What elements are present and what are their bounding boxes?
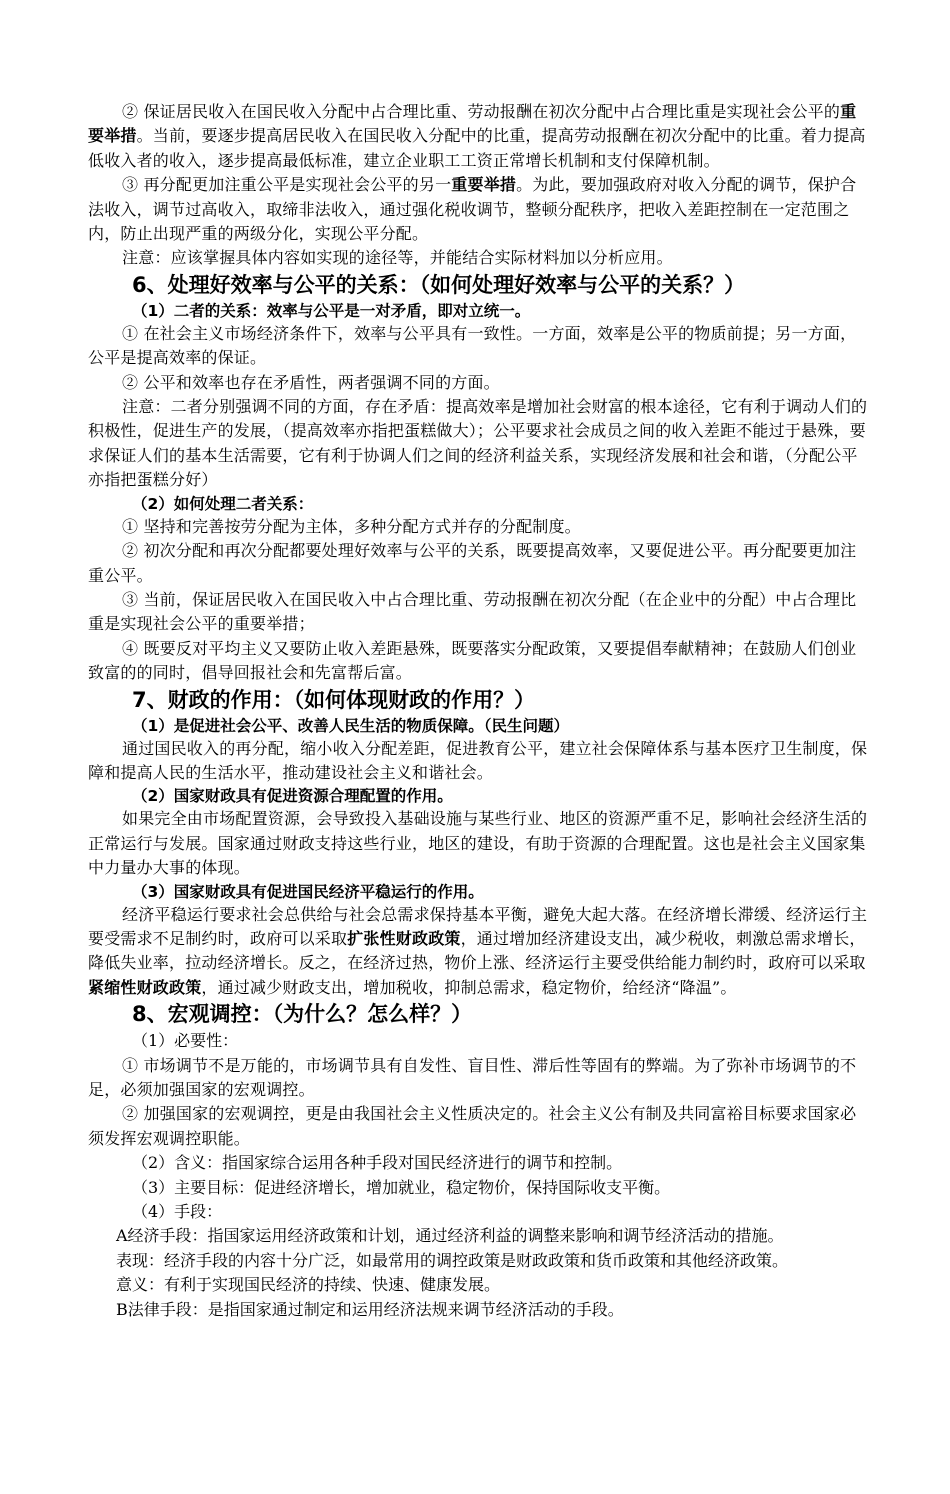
paragraph: ② 公平和效率也存在矛盾性，两者强调不同的方面。 bbox=[122, 372, 500, 392]
subheading: （4）手段： bbox=[132, 1202, 223, 1222]
subheading: （1）二者的关系：效率与公平是一对矛盾，即对立统一。 bbox=[132, 301, 531, 320]
paragraph: ② 初次分配和再次分配都要处理好效率与公平的关系，既要提高效率，又要促进公平。再分配要更加注重公平。 bbox=[88, 541, 857, 585]
document-page bbox=[88, 100, 868, 1322]
note: 注意：应该掌握具体内容如实现的途径等，并能结合实际材料加以分析应用。 bbox=[122, 248, 673, 268]
paragraph: A经济手段：指国家运用经济政策和计划，通过经济利益的调整来影响和调节经济活动的措施。 bbox=[116, 1226, 784, 1246]
subheading: （3）主要目标：促进经济增长，增加就业，稳定物价，保持国际收支平衡。 bbox=[132, 1177, 671, 1197]
subheading: （2）含义：指国家综合运用各种手段对国民经济进行的调节和控制。 bbox=[132, 1153, 623, 1173]
subheading: （1）是促进社会公平、改善人民生活的物质保障。（民生问题） bbox=[132, 716, 570, 735]
text: 。为此，要加强政府对收入分配的调节，保护合法收入，调节过高收入，取缔非法收入，通过强化税收调节，整顿分配秩序，把收入差距控制在一定范围之内，防止出现严重的两级分化，实现公平分配。 bbox=[88, 175, 857, 244]
paragraph: B法律手段：是指国家通过制定和运用经济法规来调节经济活动的手段。 bbox=[116, 1299, 624, 1319]
subheading: （1）必要性： bbox=[132, 1031, 239, 1051]
paragraph: ④ 既要反对平均主义又要防止收入差距悬殊，既要落实分配政策，又要提倡奉献精神；在鼓励人们创业致富的的同时，倡导回报社会和先富帮后富。 bbox=[88, 638, 857, 683]
bold-text: 重要举措 bbox=[88, 102, 857, 146]
paragraph: 表现：经济手段的内容十分广泛，如最常用的调控政策是财政政策和货币政策和其他经济政策。 bbox=[116, 1250, 789, 1270]
text: 经济平稳运行要求社会总供给与社会总需求保持基本平衡，避免大起大落。在经济增长滞缓、经济运行主要受需求不足制约时，政府可以采取 bbox=[88, 904, 868, 948]
bold-text: 扩张性财政政策 bbox=[347, 928, 461, 948]
note: 注意：二者分别强调不同的方面，存在矛盾：提高效率是增加社会财富的根本途径，它有利于调动人们的积极性，促进生产的发展，（提高效率亦指把蛋糕做大）；公平要求社会成员之间的收入差距不能过于悬殊，要求保证人们的基本生活需要，它有利于协调人们之间的经济利益关系，实现经济发展和社会和谐，（分配公平亦指把蛋糕分好） bbox=[88, 397, 868, 490]
paragraph: 意义：有利于实现国民经济的持续、快速、健康发展。 bbox=[116, 1275, 501, 1295]
paragraph: ① 在社会主义市场经济条件下，效率与公平具有一致性。一方面，效率是公平的物质前提；另一方面，公平是提高效率的保证。 bbox=[88, 323, 857, 368]
paragraph: ③ 当前，保证居民收入在国民收入中占合理比重、劳动报酬在初次分配（在企业中的分配）中占合理比重是实现社会公平的重要举措； bbox=[88, 589, 857, 634]
section-heading-6: 6、处理好效率与公平的关系：（如何处理好效率与公平的关系？） bbox=[132, 272, 746, 297]
bold-text: 紧缩性财政政策 bbox=[88, 977, 202, 997]
section-heading-7: 7、财政的作用：（如何体现财政的作用？） bbox=[132, 687, 536, 712]
subheading: （2）如何处理二者关系： bbox=[132, 494, 314, 513]
text: ，通过增加经济建设支出，减少税收，刺激总需求增长，降低失业率，拉动经济增长。反之，在经济过热，物价上涨、经济运行主要受供给能力制约时，政府可以采取 bbox=[88, 928, 866, 973]
text: ② 保证居民收入在国民收入分配中占合理比重、劳动报酬在初次分配中占合理比重是实现社会公平的 bbox=[122, 102, 841, 121]
paragraph: ① 坚持和完善按劳分配为主体，多种分配方式并存的分配制度。 bbox=[122, 516, 581, 536]
subheading: （2）国家财政具有促进资源合理配置的作用。 bbox=[132, 787, 453, 806]
paragraph: ② 加强国家的宏观调控，更是由我国社会主义性质决定的。社会主义公有制及共同富裕目标要求国家必须发挥宏观调控职能。 bbox=[88, 1104, 857, 1148]
bold-text: 重要举措 bbox=[451, 175, 517, 195]
text: ③ 再分配更加注重公平是实现社会公平的另一 bbox=[122, 175, 452, 195]
paragraph bbox=[88, 173, 868, 246]
paragraph: ① 市场调节不是万能的，市场调节具有自发性、盲目性、滞后性等固有的弊端。为了弥补市场调节的不足，必须加强国家的宏观调控。 bbox=[88, 1055, 857, 1099]
text: 。当前，要逐步提高居民收入在国民收入分配中的比重，提高劳动报酬在初次分配中的比重。着力提高低收入者的收入，逐步提高最低标准，建立企业职工工资正常增长机制和支付保障机制。 bbox=[88, 126, 866, 170]
section-heading-8: 8、宏观调控：（为什么？怎么样？） bbox=[132, 1002, 473, 1027]
subheading: （3）国家财政具有促进国民经济平稳运行的作用。 bbox=[132, 882, 484, 901]
paragraph bbox=[88, 903, 868, 1001]
paragraph: 通过国民收入的再分配，缩小收入分配差距，促进教育公平，建立社会保障体系与基本医疗卫生制度，保障和提高人民的生活水平，推动建设社会主义和谐社会。 bbox=[88, 738, 868, 782]
paragraph bbox=[88, 100, 868, 173]
paragraph: 如果完全由市场配置资源，会导致投入基础设施与某些行业、地区的资源严重不足，影响社会经济生活的正常运行与发展。国家通过财政支持这些行业，地区的建设，有助于资源的合理配置。这也是社会主义国家集中力量办大事的体现。 bbox=[88, 809, 868, 878]
text: ，通过减少财政支出，增加税收，抑制总需求，稳定物价，给经济“降温”。 bbox=[201, 977, 737, 997]
